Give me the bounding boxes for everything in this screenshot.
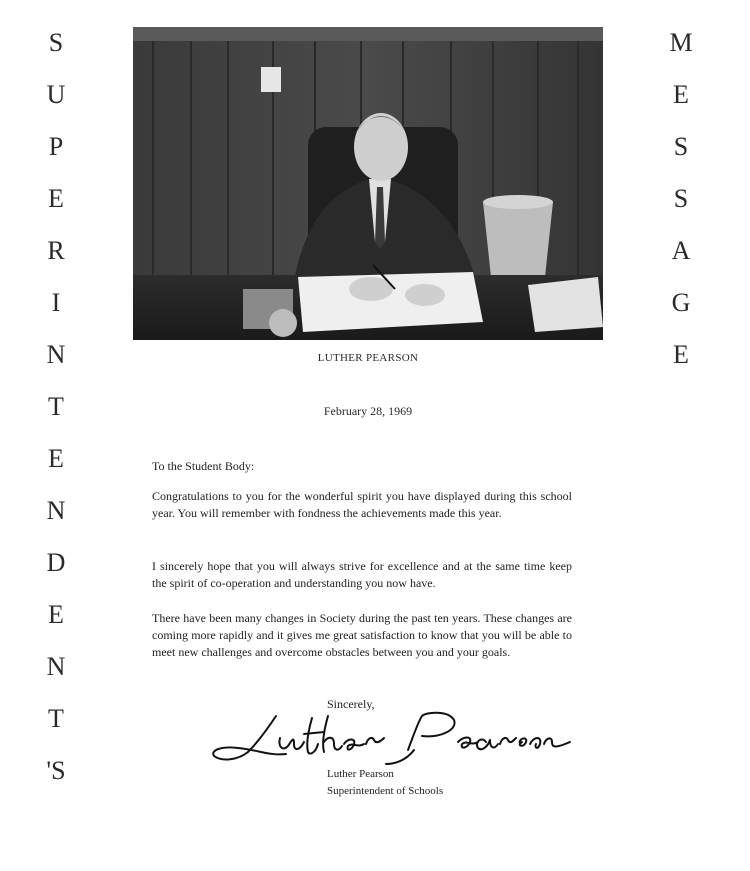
title-letter: N [46,652,66,681]
letter-paragraph: There have been many changes in Society during the past ten years. These changes are coming more rapidly and it gives me great satisfaction to know that you will be able to meet new challenges and overcome obstacles between you and your goals. [152,611,572,659]
title-letter: U [46,80,66,109]
head [354,113,408,181]
title-letter: E [48,184,64,213]
letter-paragraph: Congratulations to you for the wonderful spirit you have displayed during this school year. You will remember with fondness the achievements made this year. [152,489,572,520]
title-letter: 'S [46,756,66,785]
title-letter: T [48,704,64,733]
letter-date: February 28, 1969 [323,404,413,418]
handwritten-signature [208,708,573,770]
title-letter: G [671,288,691,317]
title-letter: E [673,340,689,369]
signer-name: Luther Pearson [327,768,394,780]
papers [298,272,483,332]
signer-title: Superintendent of Schools [327,785,444,797]
title-letter: N [46,496,66,525]
title-letter: E [48,444,64,473]
title-letter: I [51,288,61,317]
title-letter: N [46,340,66,369]
title-letter: S [673,132,689,161]
title-letter: T [48,392,64,421]
letter-paragraph: I sincerely hope that you will always strive for excellence and at the same time keep the spirit of co-operation and understanding you now have. [152,559,572,590]
title-letter: S [673,184,689,213]
title-letter: M [669,28,693,57]
photo-caption: LUTHER PEARSON [317,352,419,364]
title-letter: D [46,548,66,577]
superintendent-photo [133,27,603,340]
title-letter: R [47,236,65,265]
title-letter: E [48,600,64,629]
title-letter: P [48,132,64,161]
letter-closing: Sincerely, [327,697,375,711]
wall-note [261,67,281,92]
title-letter: A [671,236,691,265]
letter-salutation: To the Student Body: [152,459,255,473]
title-letter: E [673,80,689,109]
wastebasket [483,202,553,277]
title-letter: S [48,28,64,57]
